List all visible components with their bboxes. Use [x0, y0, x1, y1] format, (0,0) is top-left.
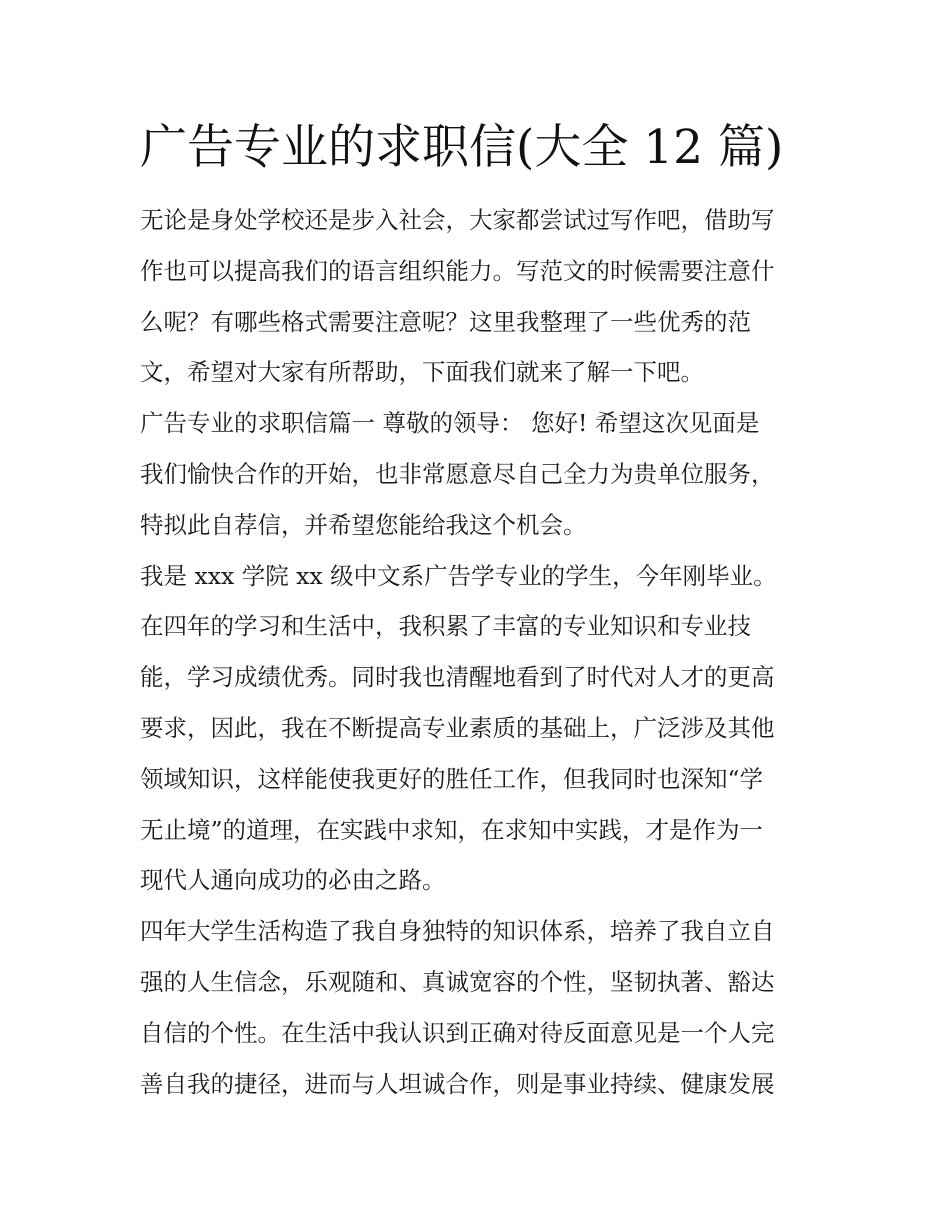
- text-line: 无论是身处学校还是步入社会，大家都尝试过写作吧，借助写: [140, 206, 775, 234]
- text-line: 广告专业的求职信篇一 尊敬的领导： 您好! 希望这次见面是: [140, 409, 760, 438]
- text-line: 在四年的学习和生活中，我积累了丰富的专业知识和专业技: [140, 612, 751, 641]
- paragraph-self-introduction: [140, 551, 815, 602]
- document-title: 广告专业的求职信(大全 12 篇): [140, 120, 784, 175]
- text-line: 善自我的捷径，进而与人坦诚合作，则是事业持续、健康发展: [140, 1069, 775, 1098]
- text-line: 强的人生信念，乐观随和、真诚宽容的个性，坚韧执著、豁达: [140, 967, 775, 996]
- text-line: 领域知识，这样能使我更好的胜任工作，但我同时也深知“学: [140, 764, 764, 793]
- text-line: 特拟此自荐信，并希望您能给我这个机会。: [140, 510, 587, 539]
- paragraph-letter-opening: [140, 398, 815, 550]
- text-line: 现代人通向成功的必由之路。: [140, 866, 446, 895]
- paragraph-study-experience: [140, 601, 815, 906]
- paragraph-personality: [140, 906, 815, 1109]
- text-line: 我们愉快合作的开始，也非常愿意尽自己全力为贵单位服务，: [140, 459, 775, 488]
- text-line: 无止境”的道理，在实践中求知，在求知中实践，才是作为一: [140, 815, 764, 844]
- text-line: 么呢？有哪些格式需要注意呢？这里我整理了一些优秀的范: [140, 307, 751, 336]
- text-line: 我是 xxx 学院 xx 级中文系广告学专业的学生，今年刚毕业。: [140, 561, 777, 590]
- text-line: 能，学习成绩优秀。同时我也清醒地看到了时代对人才的更高: [140, 663, 775, 692]
- text-line: 自信的个性。在生活中我认识到正确对待反面意见是一个人完: [140, 1018, 775, 1047]
- text-line: 要求，因此，我在不断提高专业素质的基础上，广泛涉及其他: [140, 713, 775, 742]
- paragraph-intro: [140, 195, 815, 398]
- document-body: [140, 195, 815, 1109]
- text-line: 四年大学生活构造了我自身独特的知识体系，培养了我自立自: [140, 917, 775, 946]
- text-line: 文，希望对大家有所帮助，下面我们就来了解一下吧。: [140, 358, 704, 387]
- text-line: 作也可以提高我们的语言组织能力。写范文的时候需要注意什: [140, 256, 775, 285]
